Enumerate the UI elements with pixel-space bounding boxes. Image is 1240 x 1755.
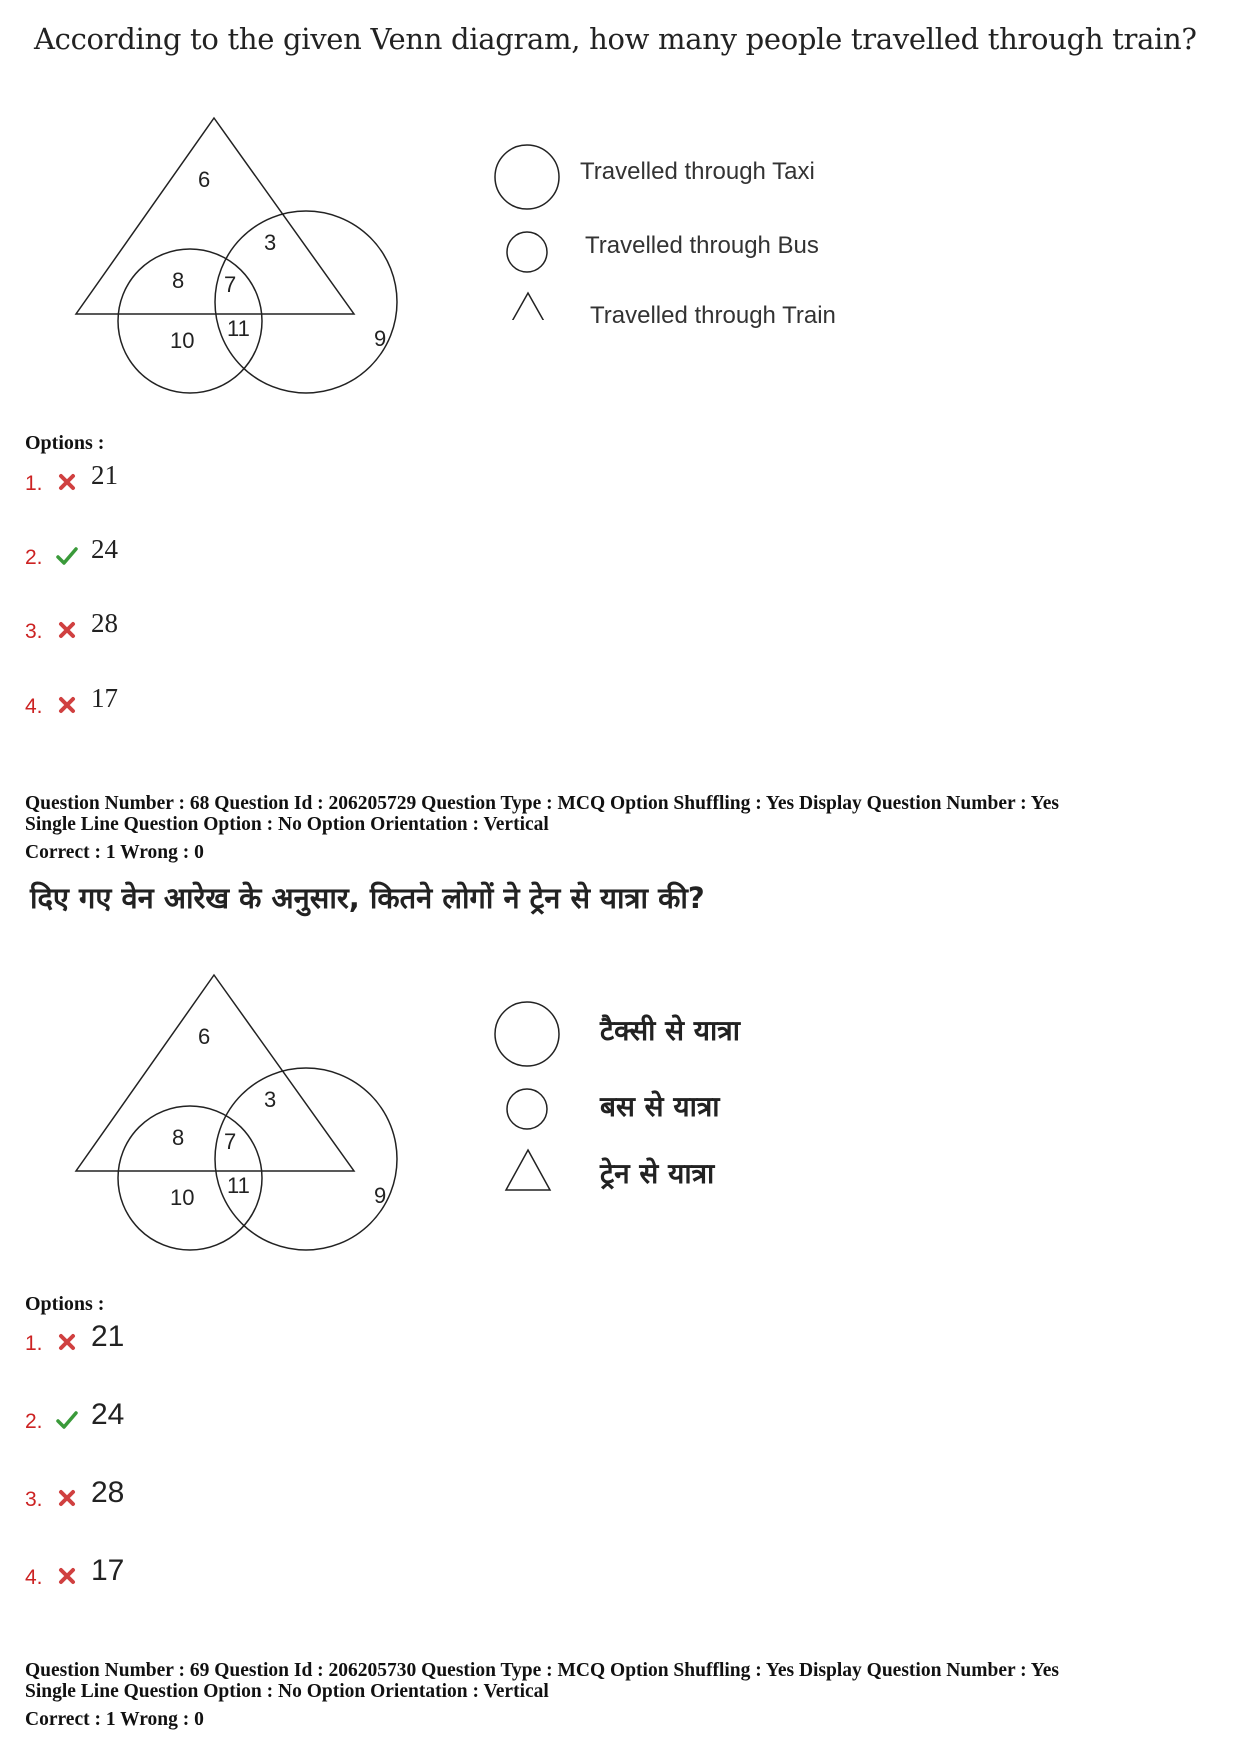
option-number: 1. xyxy=(25,1332,43,1355)
bus-legend-icon xyxy=(507,232,547,272)
option-number: 3. xyxy=(25,1488,43,1511)
check-icon xyxy=(55,1408,79,1432)
venn-value-train-taxi: 8 xyxy=(172,1125,185,1150)
option-value: 24 xyxy=(91,1398,125,1431)
option-value: 17 xyxy=(91,683,118,713)
option-number: 3. xyxy=(25,620,43,643)
legend-label-train: Travelled through Train xyxy=(590,302,836,329)
question-text-en: According to the given Venn diagram, how many people travelled through train? xyxy=(34,22,1197,56)
bus-circle xyxy=(215,211,397,393)
legend-label-taxi: टैक्सी से यात्रा xyxy=(600,1014,741,1047)
question-meta-68 xyxy=(25,793,1059,863)
cross-icon xyxy=(55,470,79,494)
venn-value-train-bus: 3 xyxy=(264,230,277,255)
venn-value-taxi-bus: 11 xyxy=(227,316,250,341)
option-value: 28 xyxy=(91,1476,125,1509)
option-number: 4. xyxy=(25,695,43,718)
venn-value-taxi-only: 10 xyxy=(170,1185,195,1210)
venn-value-train-taxi-bus: 7 xyxy=(224,272,237,297)
bus-circle xyxy=(215,1068,397,1250)
venn-value-taxi-bus: 11 xyxy=(227,1173,250,1198)
venn-value-train-only: 6 xyxy=(198,1024,211,1049)
option-number: 1. xyxy=(25,472,43,495)
option-value: 21 xyxy=(91,1320,125,1353)
meta-line-1: Question Number : 69 Question Id : 206205730 Question Type : MCQ Option Shuffling : Yes Display Question Number : Yes xyxy=(25,1660,1059,1681)
cross-icon xyxy=(55,1486,79,1510)
bus-legend-icon xyxy=(507,1089,547,1129)
train-legend-icon xyxy=(506,293,550,320)
legend-label-bus: बस से यात्रा xyxy=(600,1090,720,1123)
option-value: 21 xyxy=(91,460,118,490)
venn-value-train-taxi: 8 xyxy=(172,268,185,293)
question-text-hi: दिए गए वेन आरेख के अनुसार, कितने लोगों ने ट्रेन से यात्रा की? xyxy=(30,881,705,915)
check-icon xyxy=(55,544,79,568)
legend-hi xyxy=(490,997,910,1197)
venn-value-bus-only: 9 xyxy=(374,326,387,351)
venn-value-train-taxi-bus: 7 xyxy=(224,1129,237,1154)
venn-value-bus-only: 9 xyxy=(374,1183,387,1208)
taxi-legend-icon xyxy=(495,1002,559,1066)
meta-line-1: Question Number : 68 Question Id : 206205729 Question Type : MCQ Option Shuffling : Yes Display Question Number : Yes xyxy=(25,793,1059,814)
cross-icon xyxy=(55,618,79,642)
taxi-legend-icon xyxy=(495,145,559,209)
cross-icon xyxy=(55,693,79,717)
train-legend-icon xyxy=(506,1150,550,1190)
option-value: 24 xyxy=(91,534,118,564)
venn-diagram-en xyxy=(60,110,430,410)
option-number: 4. xyxy=(25,1566,43,1589)
train-triangle xyxy=(76,118,354,314)
options-heading: Options : xyxy=(25,432,105,454)
legend-label-taxi: Travelled through Taxi xyxy=(580,158,815,185)
cross-icon xyxy=(55,1330,79,1354)
question-meta-69 xyxy=(25,1660,1059,1730)
venn-diagram-hi xyxy=(60,967,430,1267)
meta-line-3: Correct : 1 Wrong : 0 xyxy=(25,842,204,863)
legend-en xyxy=(490,140,910,340)
cross-icon xyxy=(55,1564,79,1588)
venn-value-taxi-only: 10 xyxy=(170,328,195,353)
train-triangle xyxy=(76,975,354,1171)
venn-value-train-bus: 3 xyxy=(264,1087,277,1112)
option-value: 28 xyxy=(91,608,118,638)
meta-line-3: Correct : 1 Wrong : 0 xyxy=(25,1709,204,1730)
meta-line-2: Single Line Question Option : No Option Orientation : Vertical xyxy=(25,1681,549,1702)
venn-value-train-only: 6 xyxy=(198,167,211,192)
option-value: 17 xyxy=(91,1554,125,1587)
legend-label-train: ट्रेन से यात्रा xyxy=(600,1157,715,1190)
legend-label-bus: Travelled through Bus xyxy=(585,232,819,259)
options-heading: Options : xyxy=(25,1293,105,1315)
option-number: 2. xyxy=(25,1410,43,1433)
meta-line-2: Single Line Question Option : No Option Orientation : Vertical xyxy=(25,814,549,835)
option-number: 2. xyxy=(25,546,43,569)
